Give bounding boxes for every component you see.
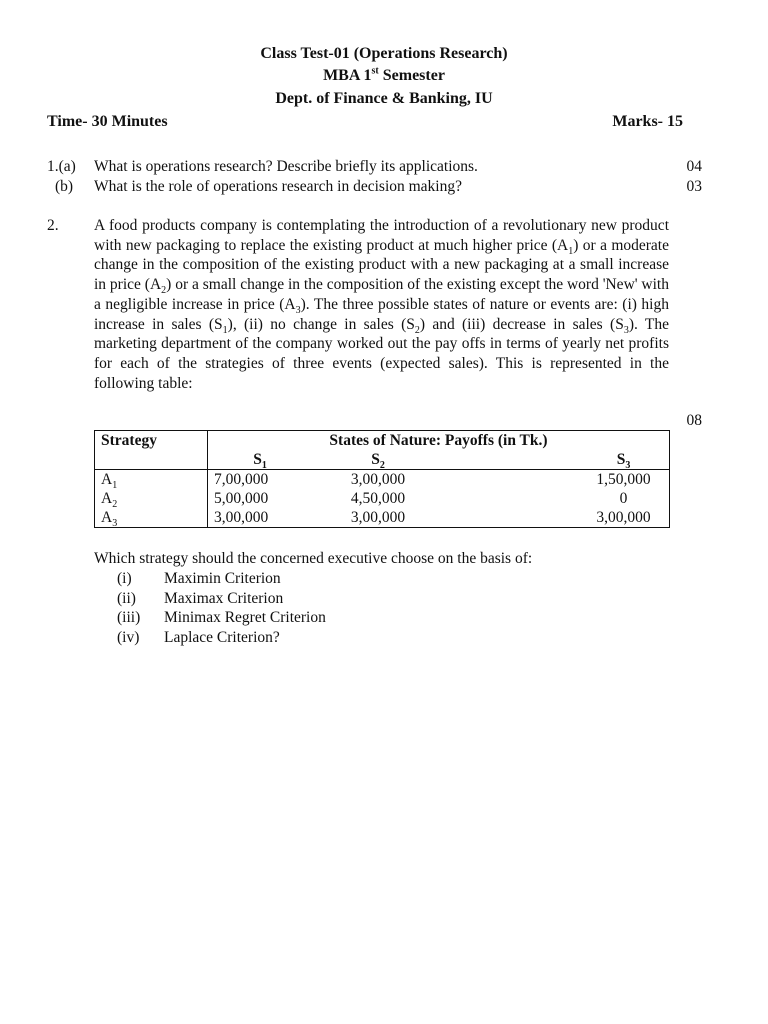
q2-sub: 2 — [414, 324, 420, 336]
row-label-a1: $A_1$ — [95, 470, 208, 490]
table-row — [95, 508, 670, 528]
department-line: Dept. of Finance & Banking, IU — [275, 90, 493, 107]
cell-value: 1,50,000 — [444, 470, 670, 490]
states-header: States of Nature: Payoffs (in Tk.) — [208, 431, 670, 451]
q2-text-part: ). The three possible states of nature or events are: (i) high increase in sales (S — [94, 295, 669, 333]
q2-sub: 1 — [568, 245, 574, 257]
q2-text-part: ) and (iii) decrease in sales (S — [419, 315, 624, 333]
cell-value: 3,00,000 — [444, 508, 670, 528]
option-number: (ii) — [117, 590, 136, 607]
col-head-s1: $S_1$ — [208, 450, 313, 470]
cell-value: 5,00,000 — [214, 490, 269, 507]
q2-paragraph — [94, 216, 669, 393]
exam-title: Class Test-01 (Operations Research) — [260, 45, 508, 62]
program-sup: st — [371, 65, 379, 77]
table-row — [95, 489, 670, 508]
cell-value: 7,00,000 — [214, 471, 269, 488]
option-text: Maximax Criterion — [164, 590, 284, 607]
table-row — [95, 470, 670, 490]
semester-word: Semester — [382, 67, 445, 84]
q2-text-part: ) or a moderate change in the composition of the existing product with a new packaging at a small increase in price (A — [94, 236, 669, 294]
q2-sub: 3 — [295, 304, 301, 316]
option-number: (i) — [117, 570, 132, 587]
strategy-header: Strategy — [95, 431, 208, 451]
row-label-a2: $A_2$ — [95, 489, 208, 508]
marks-label: Marks- 15 — [612, 113, 683, 130]
q2-followup: Which strategy should the concerned executive choose on the basis of: — [94, 550, 533, 567]
q1a-text: What is operations research? Describe briefly its applications. — [94, 158, 478, 175]
q1a-number: 1.(a) — [47, 158, 76, 175]
q2-marks: 08 — [686, 412, 702, 429]
q2-sub: 2 — [161, 285, 167, 297]
q1a-marks: 04 — [686, 158, 702, 175]
time-label: Time- 30 Minutes — [47, 113, 168, 130]
option-number: (iii) — [117, 609, 141, 626]
payoff-table — [94, 430, 670, 528]
q2-sub: 3 — [623, 324, 629, 336]
cell-value: 0 — [444, 489, 670, 508]
program-label: MBA 1 — [323, 67, 372, 84]
option-number: (iv) — [117, 629, 140, 646]
q1b-number: (b) — [55, 178, 74, 195]
q2-number: 2. — [47, 217, 59, 234]
option-text: Laplace Criterion? — [164, 629, 280, 646]
col-head-s2: $S_2$ — [312, 450, 444, 470]
cell-value: 3,00,000 — [350, 471, 406, 488]
cell-value: 3,00,000 — [208, 508, 313, 528]
q2-text-part: ). The marketing department of the company worked out the pay offs in terms of yearly net profits for each of the strategies of three events (expected sales). This is represented in the following table: — [94, 315, 669, 392]
q2-text-part: ), (ii) no change in sales (S — [227, 315, 415, 333]
col-head-s3: $S_3$ — [444, 450, 670, 470]
q2-text-part: ) or a small change in the composition of the existing except the word 'New' with a negligible increase in price (A — [94, 276, 669, 313]
program-line — [0, 66, 768, 86]
option-text: Maximin Criterion — [164, 570, 281, 587]
q1b-marks: 03 — [686, 178, 702, 195]
cell-value: 3,00,000 — [312, 508, 444, 528]
cell-value: 4,50,000 — [350, 490, 406, 507]
q2-sub: 1 — [222, 324, 228, 336]
option-text: Minimax Regret Criterion — [164, 609, 326, 626]
q1b-text: What is the role of operations research in decision making? — [94, 178, 462, 195]
q2-text-part: A food products company is contemplating the introduction of a revolutionary new product with new packaging to replace the existing product at much higher price (A — [94, 217, 669, 254]
row-label-a3: $A_3$ — [95, 508, 208, 528]
strategy-header-blank — [95, 450, 208, 470]
